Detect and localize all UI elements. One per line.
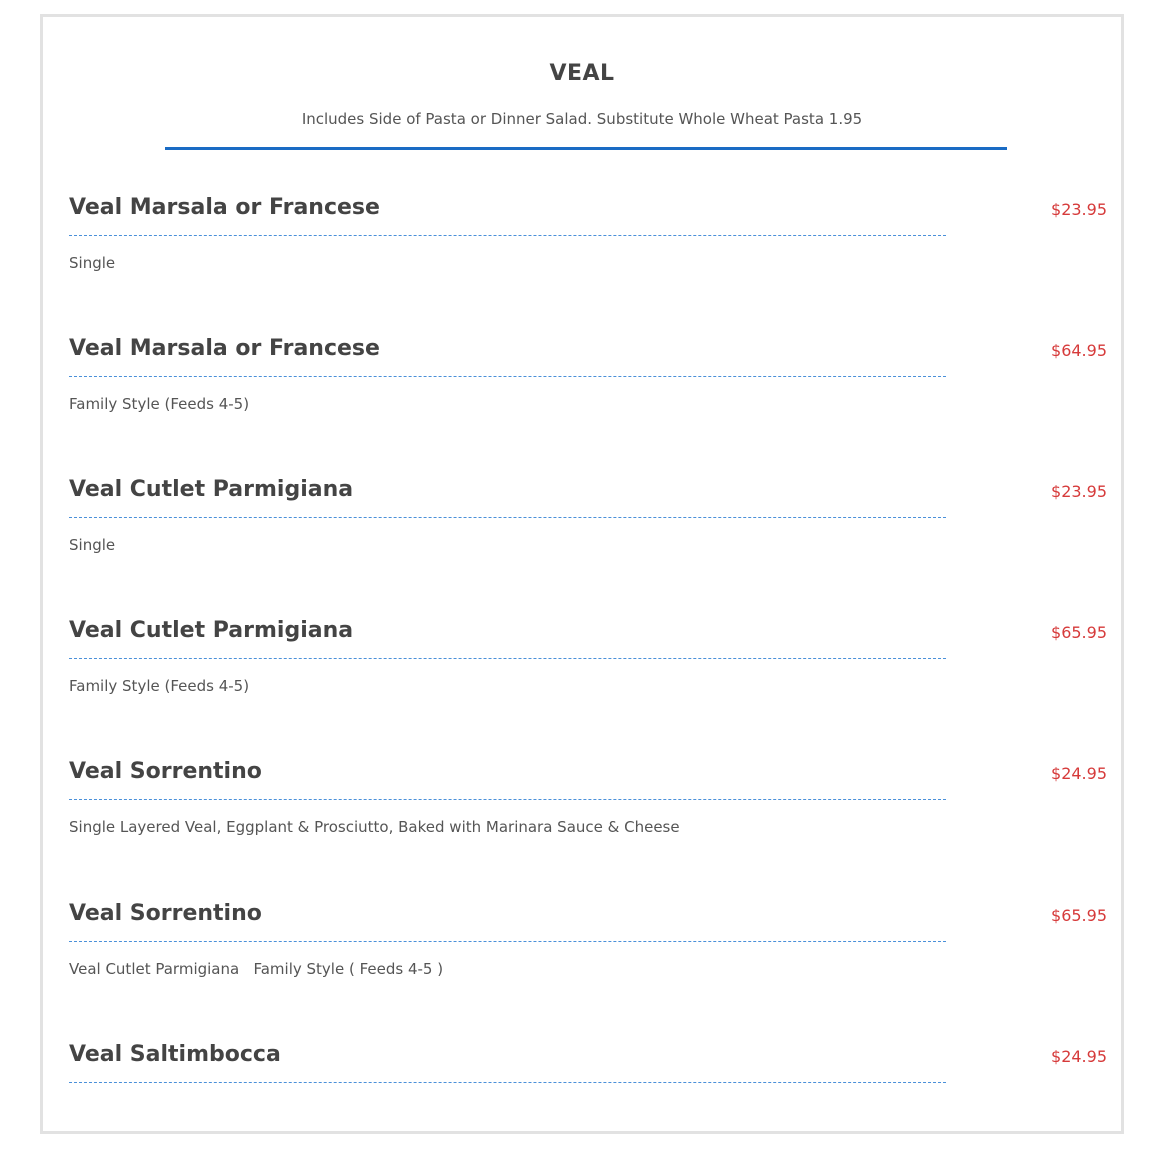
section-title: VEAL [549,61,615,86]
menu-item[interactable] [69,618,1107,738]
item-divider [69,1082,946,1083]
item-divider [69,941,946,942]
item-description: Family Style (Feeds 4-5) [69,395,250,413]
item-divider [69,799,946,800]
item-divider [69,517,946,518]
item-name: Veal Marsala or Francese [69,195,380,220]
item-description: Veal Cutlet Parmigiana Family Style ( Feeds 4-5 ) [69,960,444,978]
section-divider [165,147,1007,150]
item-description: Family Style (Feeds 4-5) [69,677,250,695]
section-subtitle: Includes Side of Pasta or Dinner Salad. Substitute Whole Wheat Pasta 1.95 [301,110,863,128]
item-description: Single Layered Veal, Eggplant & Prosciutto, Baked with Marinara Sauce & Cheese [69,818,680,836]
menu-item[interactable] [69,759,1107,879]
item-divider [69,376,946,377]
item-description: Single [69,536,116,554]
item-divider [69,235,946,236]
item-name: Veal Marsala or Francese [69,336,380,361]
item-name: Veal Saltimbocca [69,1042,281,1067]
menu-item[interactable] [69,477,1107,597]
item-price: $65.95 [1051,906,1107,925]
item-price: $24.95 [1051,764,1107,783]
menu-item[interactable] [69,336,1107,456]
menu-item[interactable] [69,195,1107,315]
item-divider [69,658,946,659]
menu-item[interactable] [69,901,1107,1021]
item-price: $65.95 [1051,623,1107,642]
item-name: Veal Sorrentino [69,759,262,784]
item-price: $23.95 [1051,482,1107,501]
item-name: Veal Sorrentino [69,901,262,926]
item-name: Veal Cutlet Parmigiana [69,477,354,502]
item-price: $64.95 [1051,341,1107,360]
item-description: Single [69,254,116,272]
item-price: $24.95 [1051,1047,1107,1066]
item-price: $23.95 [1051,200,1107,219]
item-name: Veal Cutlet Parmigiana [69,618,354,643]
menu-card [40,14,1124,1134]
menu-item[interactable] [69,1042,1107,1162]
